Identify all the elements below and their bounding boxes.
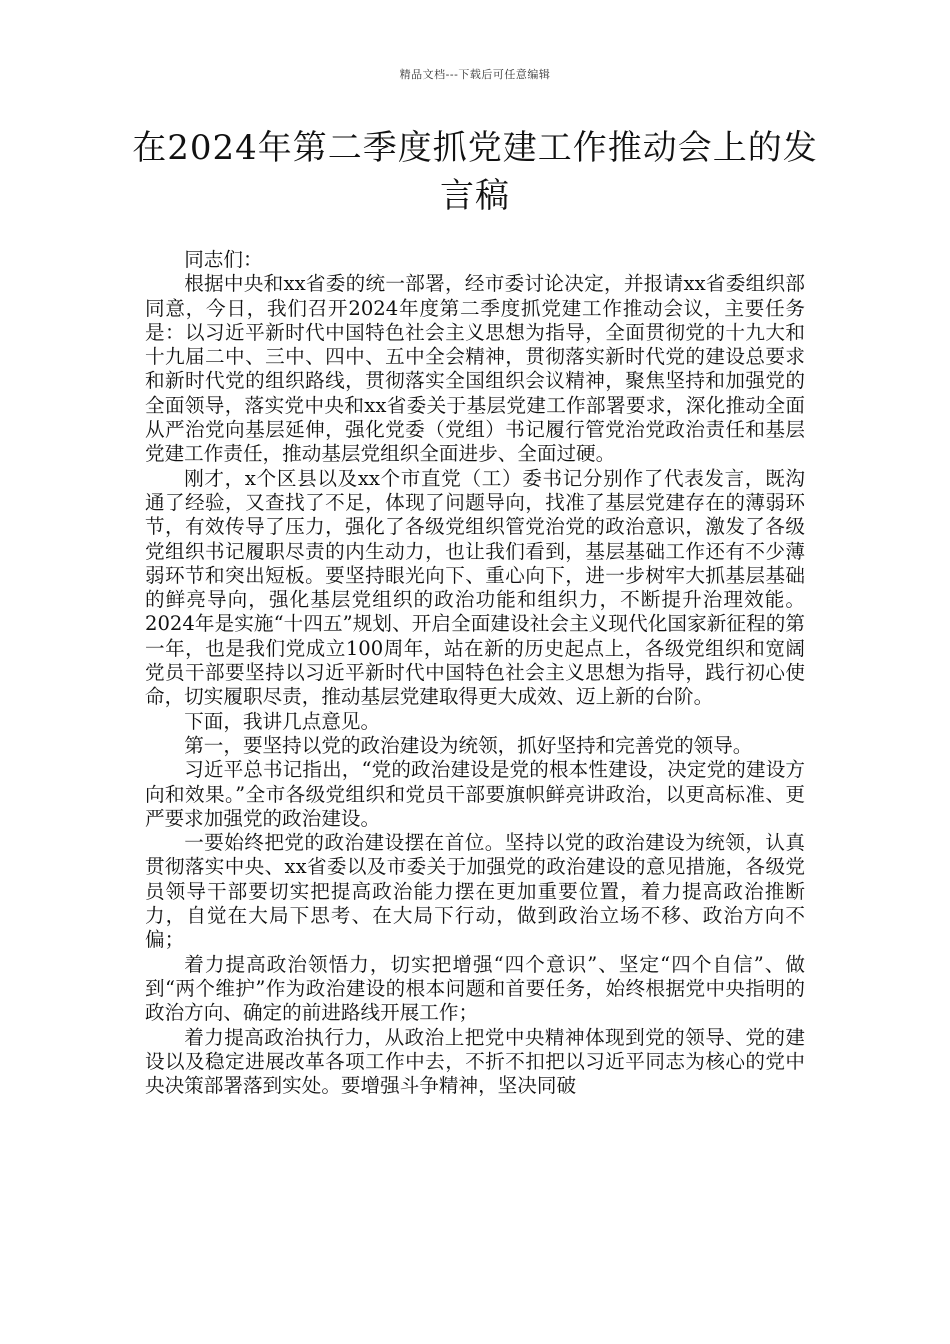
paragraph: 刚才，x个区县以及xx个市直党（工）委书记分别作了代表发言，既沟通了经验，又查找了不足，体现了问题导向，找准了基层党建存在的薄弱环节，有效传导了压力，强化了各级党组织管党治党的政治意识，激发了各级党组织书记履职尽责的内生动力，也让我们看到，基层基础工作还有不少薄弱环节和突出短板。要坚持眼光向下、重心向下，进一步树牢大抓基层基础的鲜亮导向，强化基层党组织的政治功能和组织力，不断提升治理效能。2024年是实施“十四五”规划、开启全面建设社会主义现代化国家新征程的第一年，也是我们党成立100周年，站在新的历史起点上，各级党组织和宽阔党员干部要坚持以习近平新时代中国特色社会主义思想为指导，践行初心使命，切实履职尽责，推动基层党建取得更大成效、迈上新的台阶。 (145, 466, 805, 709)
paragraph: 第一，要坚持以党的政治建设为统领，抓好坚持和完善党的领导。 (184, 733, 753, 757)
paragraph: 习近平总书记指出，“党的政治建设是党的根本性建设，决定党的建设方向和效果。”全市各级党组织和党员干部要旗帜鲜亮讲政治，以更高标准、更严要求加强党的政治建设。 (145, 758, 805, 830)
paragraph: 下面，我讲几点意见。 (184, 709, 381, 733)
document-title: 在2024年第二季度抓党建工作推动会上的发言稿 (132, 128, 818, 216)
document-body (145, 248, 805, 1098)
paragraph: 根据中央和xx省委的统一部署，经市委讨论决定，并报请xx省委组织部同意，今日，我们召开2024年度第二季度抓党建工作推动会议，主要任务是：以习近平新时代中国特色社会主义思想为指导，全面贯彻党的十九大和十九届二中、三中、四中、五中全会精神，贯彻落实新时代党的建设总要求和新时代党的组织路线，贯彻落实全国组织会议精神，聚焦坚持和加强党的全面领导，落实党中央和xx省委关于基层党建工作部署要求，深化推动全面从严治党向基层延伸，强化党委（党组）书记履行管党治党政治责任和基层党建工作责任，推动基层党组织全面进步、全面过硬。 (145, 272, 805, 466)
header-note: 精品文档---下载后可任意编辑 (399, 68, 551, 81)
salutation: 同志们： (184, 248, 263, 271)
paragraph: 着力提高政治执行力，从政治上把党中央精神体现到党的领导、党的建设以及稳定进展改革各项工作中去，不折不扣把以习近平同志为核心的党中央决策部署落到实处。要增强斗争精神，坚决同破 (145, 1025, 805, 1098)
paragraph: 着力提高政治领悟力，切实把增强“四个意识”、坚定“四个自信”、做到“两个维护”作为政治建设的根本问题和首要任务，始终根据党中央指明的政治方向、确定的前进路线开展工作； (145, 952, 805, 1025)
paragraph: 一要始终把党的政治建设摆在首位。坚持以党的政治建设为统领，认真贯彻落实中央、xx省委以及市委关于加强党的政治建设的意见措施，各级党员领导干部要切实把提高政治能力摆在更加重要位置，着力提高政治推断力，自觉在大局下思考、在大局下行动，做到政治立场不移、政治方向不偏； (145, 831, 805, 952)
